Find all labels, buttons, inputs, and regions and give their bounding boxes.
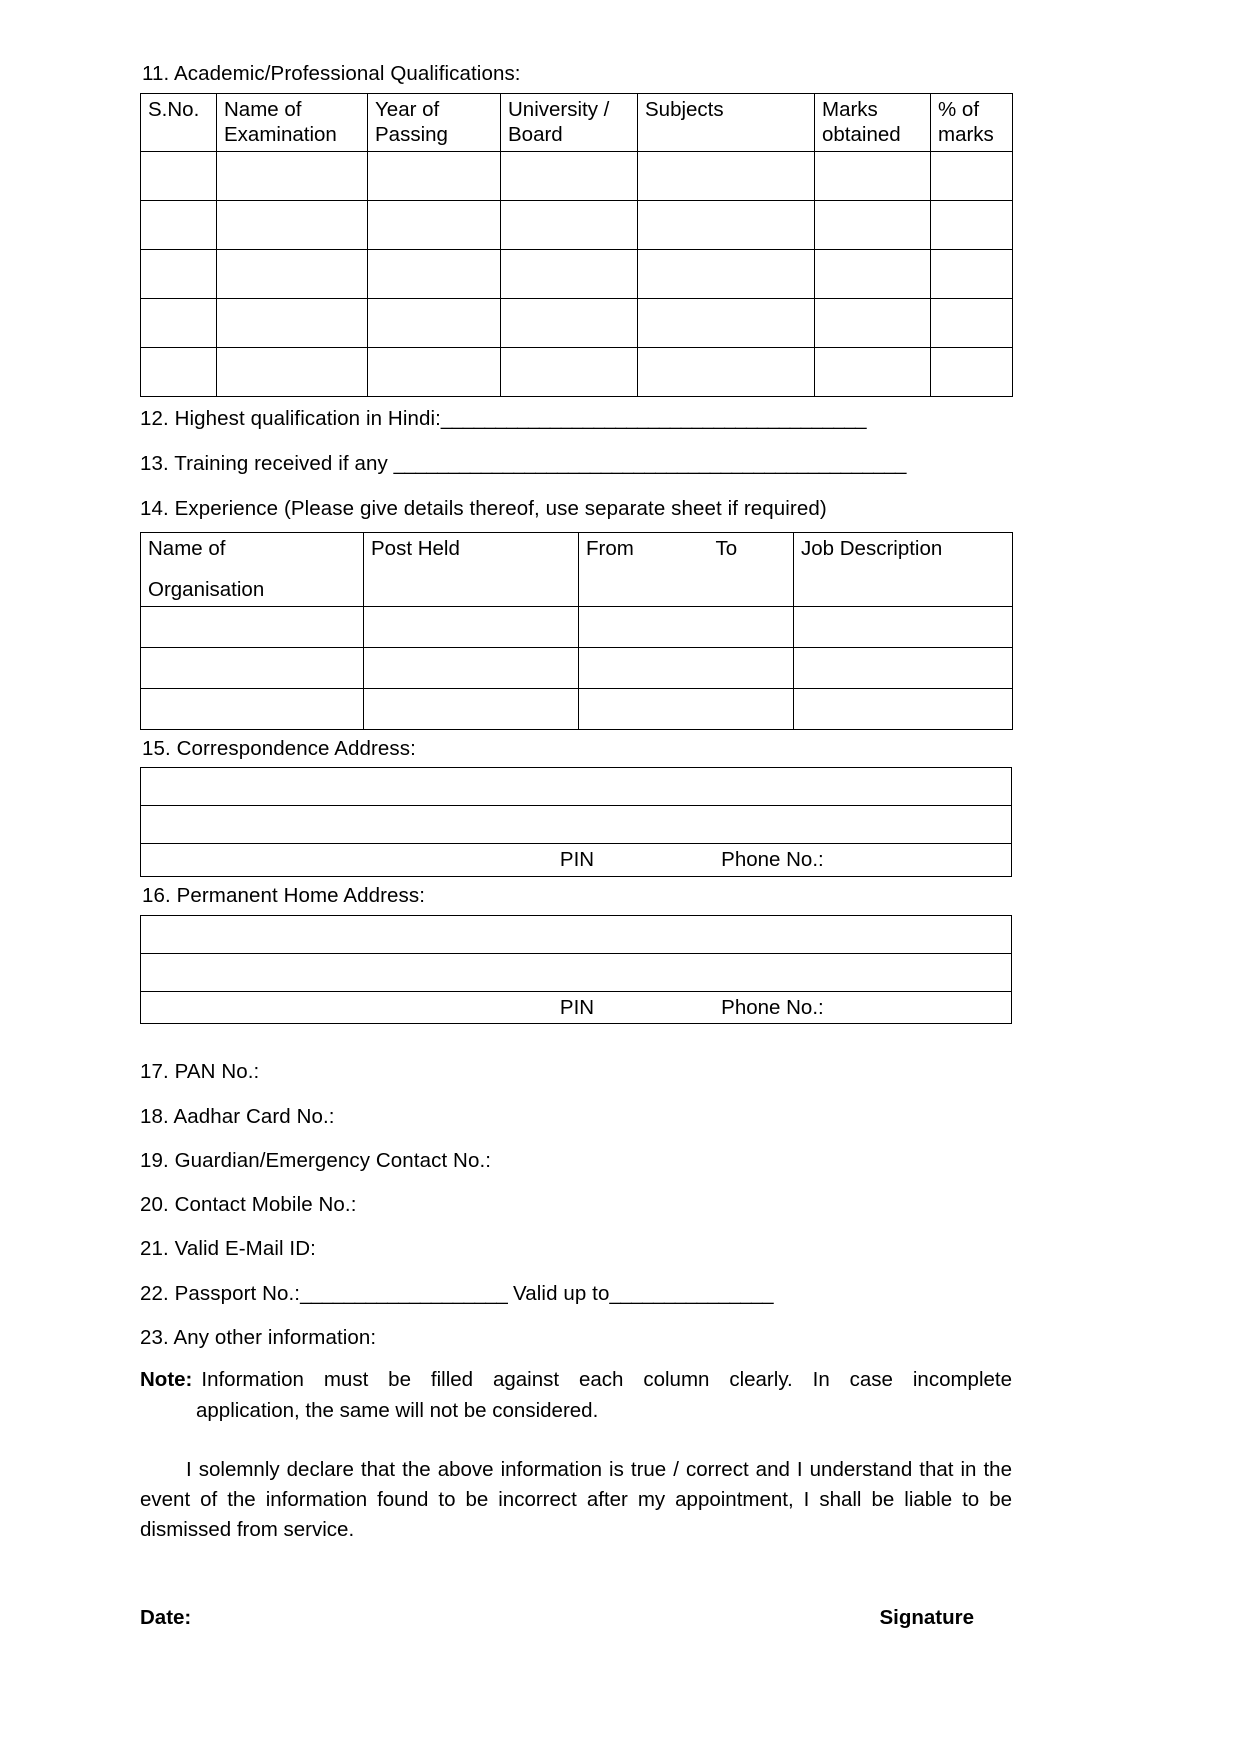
table-header-row xyxy=(141,93,1013,151)
section-15-label: 15. Correspondence Address: xyxy=(142,736,416,760)
cell-from-to[interactable] xyxy=(579,606,794,647)
col-hdr-line1: Name of xyxy=(148,536,226,560)
cell-year-of-passing[interactable] xyxy=(368,347,501,396)
item-22-label: 22. Passport No.: xyxy=(140,1281,301,1305)
cell-post-held[interactable] xyxy=(364,647,579,688)
cell-name-of-organisation[interactable] xyxy=(141,647,364,688)
cell-percent-of-marks[interactable] xyxy=(931,347,1013,396)
section-14-label: 14. Experience (Please give details thereof, use separate sheet if required) xyxy=(140,497,827,521)
cell-name-of-examination[interactable] xyxy=(217,151,368,200)
signature-label[interactable]: Signature xyxy=(879,1606,974,1630)
permanent-pin-spacer xyxy=(141,991,431,1024)
item-22-valid-up-to-label: Valid up to xyxy=(507,1281,610,1305)
col-hdr-line2: Examination xyxy=(224,123,337,147)
cell-university-board[interactable] xyxy=(501,298,638,347)
table-row[interactable] xyxy=(141,200,1013,249)
item-19-guardian-emergency-contact-no[interactable]: 19. Guardian/Emergency Contact No.: xyxy=(140,1148,492,1172)
cell-name-of-examination[interactable] xyxy=(217,347,368,396)
column-header-name-of-examination xyxy=(217,93,368,151)
column-header-sno-line1: S.No. xyxy=(148,97,200,121)
correspondence-phone-label: Phone No.: xyxy=(721,844,1011,877)
column-header-sno xyxy=(141,93,217,151)
item-18-aadhar-card-no[interactable]: 18. Aadhar Card No.: xyxy=(140,1104,335,1128)
item-21-valid-email-id[interactable]: 21. Valid E-Mail ID: xyxy=(140,1237,316,1261)
permanent-phone-label: Phone No.: xyxy=(721,991,1011,1024)
cell-marks-obtained[interactable] xyxy=(815,347,931,396)
cell-job-description[interactable] xyxy=(794,647,1013,688)
item-22-passport-no-blank[interactable]: ___________________ xyxy=(300,1281,508,1305)
column-header-percent-of-marks xyxy=(931,93,1013,151)
correspondence-address-line-1[interactable] xyxy=(141,768,1012,806)
section-16-label: 16. Permanent Home Address: xyxy=(142,884,426,908)
col-hdr-line2: Organisation xyxy=(148,578,265,602)
item-23-any-other-information[interactable]: 23. Any other information: xyxy=(140,1325,377,1349)
experience-table xyxy=(140,532,1013,730)
correspondence-address-line-2[interactable] xyxy=(141,806,1012,844)
cell-name-of-examination[interactable] xyxy=(217,249,368,298)
table-row[interactable] xyxy=(141,347,1013,396)
declaration-paragraph xyxy=(140,1455,1012,1544)
cell-job-description[interactable] xyxy=(794,606,1013,647)
column-header-year-of-passing xyxy=(368,93,501,151)
cell-year-of-passing[interactable] xyxy=(368,249,501,298)
cell-university-board[interactable] xyxy=(501,200,638,249)
cell-name-of-examination[interactable] xyxy=(217,200,368,249)
col-hdr-line1: % of xyxy=(938,97,980,121)
date-label[interactable]: Date: xyxy=(140,1606,192,1630)
note-title: Note: xyxy=(140,1368,193,1392)
cell-percent-of-marks[interactable] xyxy=(931,249,1013,298)
correspondence-pin-label: PIN xyxy=(431,844,721,877)
col-hdr-line2: Board xyxy=(508,123,563,147)
column-header-marks-obtained xyxy=(815,93,931,151)
cell-sno[interactable] xyxy=(141,151,217,200)
correspondence-pin-spacer xyxy=(141,844,431,877)
section-13-blank[interactable]: _______________________________________________ xyxy=(393,452,906,476)
cell-name-of-examination[interactable] xyxy=(217,298,368,347)
cell-subjects[interactable] xyxy=(638,298,815,347)
declaration-text: I solemnly declare that the above information is true / correct and I understand that in the event of the information found to be incorrect after my appointment, I shall be liable to be dismissed from service. xyxy=(140,1458,1012,1541)
cell-from-to[interactable] xyxy=(579,647,794,688)
cell-subjects[interactable] xyxy=(638,347,815,396)
cell-name-of-organisation[interactable] xyxy=(141,606,364,647)
address-pin-phone-row xyxy=(141,991,1012,1024)
cell-marks-obtained[interactable] xyxy=(815,298,931,347)
section-11-label: 11. Academic/Professional Qualifications: xyxy=(142,62,521,85)
section-13-row xyxy=(140,451,1012,477)
cell-university-board[interactable] xyxy=(501,249,638,298)
address-line-row[interactable] xyxy=(141,806,1012,844)
cell-post-held[interactable] xyxy=(364,606,579,647)
col-hdr-line1: Marks xyxy=(822,97,878,121)
table-row[interactable] xyxy=(141,688,1013,729)
column-header-from-to xyxy=(579,532,794,606)
cell-year-of-passing[interactable] xyxy=(368,151,501,200)
column-header-university-board xyxy=(501,93,638,151)
column-header-job-description xyxy=(794,532,1013,606)
cell-sno[interactable] xyxy=(141,200,217,249)
cell-percent-of-marks[interactable] xyxy=(931,298,1013,347)
note-line-1: Information must be filled against each column clearly. In case incomplete xyxy=(201,1368,1012,1392)
cell-year-of-passing[interactable] xyxy=(368,298,501,347)
address-line-row[interactable] xyxy=(141,915,1012,953)
column-header-post-held xyxy=(364,532,579,606)
cell-job-description[interactable] xyxy=(794,688,1013,729)
col-hdr-line1: Post Held xyxy=(371,536,460,560)
table-row[interactable] xyxy=(141,249,1013,298)
address-line-row[interactable] xyxy=(141,768,1012,806)
col-hdr-from: From xyxy=(586,536,634,560)
cell-subjects[interactable] xyxy=(638,249,815,298)
cell-sno[interactable] xyxy=(141,347,217,396)
cell-percent-of-marks[interactable] xyxy=(931,151,1013,200)
permanent-address-line-1[interactable] xyxy=(141,915,1012,953)
cell-subjects[interactable] xyxy=(638,200,815,249)
col-hdr-line1: Job Description xyxy=(801,536,943,560)
table-row[interactable] xyxy=(141,606,1013,647)
cell-post-held[interactable] xyxy=(364,688,579,729)
table-row[interactable] xyxy=(141,647,1013,688)
item-22-valid-up-to-blank[interactable]: _______________ xyxy=(609,1281,773,1305)
section-12-row xyxy=(140,406,1012,432)
permanent-pin-label: PIN xyxy=(431,991,721,1024)
cell-from-to[interactable] xyxy=(579,688,794,729)
correspondence-address-table xyxy=(140,767,1012,877)
cell-marks-obtained[interactable] xyxy=(815,200,931,249)
numbered-items-list xyxy=(140,1059,1012,1262)
section-12-blank[interactable]: _______________________________________ xyxy=(440,406,867,430)
section-13-label: 13. Training received if any xyxy=(140,452,394,476)
cell-sno[interactable] xyxy=(141,249,217,298)
col-hdr-line2: marks xyxy=(938,123,994,147)
column-header-subjects xyxy=(638,93,815,151)
table-row[interactable] xyxy=(141,298,1013,347)
cell-sno[interactable] xyxy=(141,298,217,347)
note-line-2: application, the same will not be considered. xyxy=(196,1399,599,1423)
cell-year-of-passing[interactable] xyxy=(368,200,501,249)
permanent-address-line-2[interactable] xyxy=(141,953,1012,991)
col-hdr-line1: Year of xyxy=(375,97,440,121)
item-17-pan-no[interactable]: 17. PAN No.: xyxy=(140,1060,260,1084)
table-header-row xyxy=(141,532,1013,606)
permanent-address-table xyxy=(140,915,1012,1025)
col-hdr-line1: University / xyxy=(508,97,610,121)
note-block xyxy=(140,1365,1012,1425)
signature-row xyxy=(140,1606,1012,1630)
address-pin-phone-row xyxy=(141,844,1012,877)
cell-name-of-organisation[interactable] xyxy=(141,688,364,729)
cell-university-board[interactable] xyxy=(501,347,638,396)
column-header-name-of-organisation xyxy=(141,532,364,606)
cell-university-board[interactable] xyxy=(501,151,638,200)
col-hdr-line2: Passing xyxy=(375,123,448,147)
section-12-label: 12. Highest qualification in Hindi: xyxy=(140,406,441,430)
address-line-row[interactable] xyxy=(141,953,1012,991)
item-20-contact-mobile-no[interactable]: 20. Contact Mobile No.: xyxy=(140,1193,357,1217)
cell-marks-obtained[interactable] xyxy=(815,151,931,200)
qualifications-table xyxy=(140,93,1013,397)
col-hdr-to: To xyxy=(715,536,738,560)
table-row[interactable] xyxy=(141,151,1013,200)
cell-marks-obtained[interactable] xyxy=(815,249,931,298)
col-hdr-line1: Name of xyxy=(224,97,302,121)
col-hdr-line2: obtained xyxy=(822,123,901,147)
cell-subjects[interactable] xyxy=(638,151,815,200)
cell-percent-of-marks[interactable] xyxy=(931,200,1013,249)
item-22-passport-row xyxy=(140,1281,1012,1307)
col-hdr-line1: Subjects xyxy=(645,97,724,121)
form-content xyxy=(140,58,1012,1630)
